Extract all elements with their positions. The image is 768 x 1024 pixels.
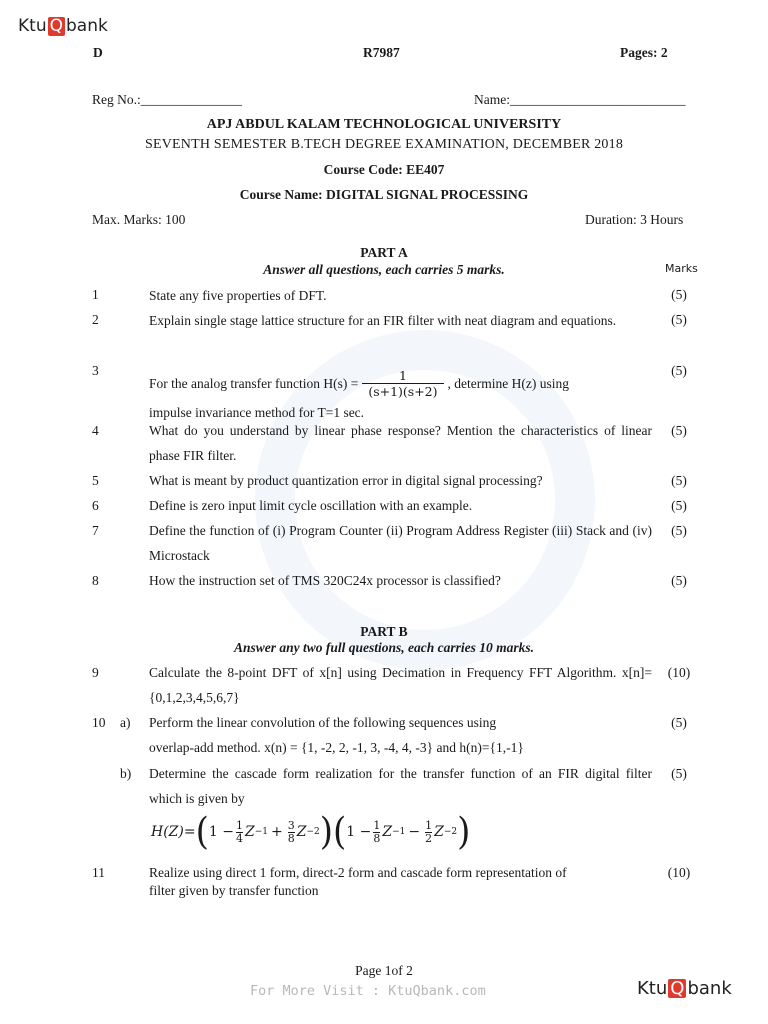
part-a-instruction: Answer all questions, each carries 5 marks. (263, 262, 505, 277)
question-text: Define the function of (i) Program Counter (ii) Program Address Register (iii) Stack and (iv) Microstack (149, 523, 652, 563)
question-text: What do you understand by linear phase response? Mention the characteristics of linear phase FIR filter. (149, 423, 652, 463)
question-text: State any five properties of DFT. (149, 288, 327, 303)
part-b-instruction: Answer any two full questions, each carries 10 marks. (233, 640, 535, 655)
logo-text-right: bank (65, 16, 108, 36)
fraction-numerator: 1 (425, 818, 433, 832)
question-marks: (5) (671, 498, 687, 513)
formula-term-one: 1 − (208, 824, 234, 840)
question-number: 1 (92, 287, 99, 302)
question-text-before: For the analog transfer function H(s) = (149, 376, 359, 391)
course-name: Course Name: DIGITAL SIGNAL PROCESSING (239, 187, 529, 202)
formula-lhs: H(Z) (151, 824, 184, 840)
question-text-line2: filter given by transfer function (149, 883, 319, 898)
question-subpart: b) (120, 766, 132, 781)
fraction-numerator: 1 (398, 368, 407, 383)
question-marks: (5) (671, 573, 687, 588)
paren-open-2: ( (333, 810, 347, 854)
question-text: Calculate the 8-point DFT of x[n] using Decimation in Frequency FFT Algorithm. x[n]= {0,1,2,3,4,5,6,7} (149, 665, 652, 705)
marks-column-header: Marks (665, 262, 698, 275)
fraction-denominator: 2 (425, 831, 433, 845)
question-number: 3 (92, 363, 99, 378)
formula-fraction-4 (425, 820, 432, 845)
paren-close-2: ) (457, 810, 471, 854)
reg-no-field: Reg No.:_______________ (92, 92, 242, 107)
fraction-denominator: 8 (287, 831, 295, 845)
question-number: 6 (92, 498, 99, 513)
formula-term-one: 1 − (346, 824, 372, 840)
formula-exponent: −2 (443, 827, 458, 837)
logo-q-mark: Q (49, 16, 63, 36)
question-text: Define is zero input limit cycle oscillation with an example. (149, 498, 473, 513)
fraction-numerator: 1 (235, 818, 243, 832)
max-marks: Max. Marks: 100 (92, 212, 186, 227)
fraction-denominator: 4 (235, 831, 243, 845)
question-text-line1: Perform the linear convolution of the following sequences using (149, 715, 497, 730)
logo-text-left: Ktu (637, 978, 668, 999)
question-number: 5 (92, 473, 99, 488)
formula-fraction-1 (236, 820, 243, 845)
logo-q-mark: Q (670, 978, 685, 999)
question-number: 4 (92, 423, 99, 438)
question-number: 7 (92, 523, 99, 538)
ktuqbank-logo-bottom (637, 978, 732, 999)
formula-equals: = (183, 824, 196, 840)
formula-fraction-3 (373, 820, 380, 845)
question-number: 10 (92, 715, 106, 730)
fraction-denominator: 8 (373, 831, 381, 845)
page-count: Pages: 2 (620, 45, 668, 60)
paren-open-1: ( (195, 810, 209, 854)
paper-series: D (93, 45, 103, 60)
question-marks: (5) (671, 523, 687, 538)
fir-transfer-function-formula (151, 810, 471, 854)
formula-z: Z (382, 824, 393, 840)
question-marks: (10) (667, 665, 691, 680)
question-text (149, 368, 569, 400)
page-number: Page 1of 2 (355, 963, 413, 978)
transfer-function-fraction (362, 368, 443, 400)
question-marks: (5) (671, 312, 687, 327)
fraction-numerator: 1 (373, 818, 381, 832)
ktuqbank-logo-top (18, 16, 108, 36)
duration: Duration: 3 Hours (585, 212, 684, 227)
question-marks: (5) (671, 715, 687, 730)
question-marks: (10) (667, 865, 691, 880)
question-number: 2 (92, 312, 99, 327)
formula-exponent: −1 (254, 827, 268, 837)
formula-exponent: −1 (392, 827, 406, 837)
formula-z: Z (244, 824, 255, 840)
question-number: 8 (92, 573, 99, 588)
question-text: How the instruction set of TMS 320C24x processor is classified? (149, 573, 501, 588)
course-code: Course Code: EE407 (323, 162, 445, 177)
exam-title: SEVENTH SEMESTER B.TECH DEGREE EXAMINATION, DECEMBER 2018 (144, 137, 624, 152)
question-subpart: a) (120, 715, 131, 730)
fraction-denominator: (s+1)(s+2) (362, 383, 443, 400)
question-number: 9 (92, 665, 99, 680)
part-a-title: PART A (360, 245, 408, 260)
formula-exponent: −2 (306, 827, 320, 837)
part-b-title: PART B (360, 624, 408, 639)
name-field: Name:__________________________ (474, 92, 686, 107)
question-marks: (5) (671, 766, 687, 781)
footer-visit-link[interactable]: For More Visit : KtuQbank.com (250, 983, 486, 999)
question-marks: (5) (671, 473, 687, 488)
paren-close-1: ) (319, 810, 333, 854)
question-number: 11 (92, 865, 105, 880)
logo-text-right: bank (687, 978, 732, 999)
question-text-line2: impulse invariance method for T=1 sec. (149, 405, 365, 420)
question-text-after: , determine H(z) using (447, 376, 569, 391)
formula-plus: + (270, 824, 283, 840)
logo-text-left: Ktu (18, 16, 47, 36)
question-marks: (5) (671, 363, 687, 378)
formula-z: Z (296, 824, 307, 840)
question-text: Determine the cascade form realization for the transfer function of an FIR digital filter which is given by (149, 766, 652, 806)
question-marks: (5) (671, 287, 687, 302)
question-text: What is meant by product quantization error in digital signal processing? (149, 473, 543, 488)
question-marks: (5) (671, 423, 687, 438)
fraction-numerator: 3 (287, 818, 295, 832)
question-text: Explain single stage lattice structure for an FIR filter with neat diagram and equations. (149, 313, 617, 328)
formula-minus: − (408, 824, 421, 840)
university-name: APJ ABDUL KALAM TECHNOLOGICAL UNIVERSITY (206, 117, 562, 132)
question-text-line2: overlap-add method. x(n) = {1, -2, 2, -1, 3, -4, 4, -3} and h(n)={1,-1} (149, 740, 524, 755)
formula-fraction-2 (288, 820, 295, 845)
paper-code: R7987 (363, 45, 400, 60)
formula-z: Z (434, 824, 444, 840)
question-text-line1: Realize using direct 1 form, direct-2 form and cascade form representation of (149, 865, 567, 880)
